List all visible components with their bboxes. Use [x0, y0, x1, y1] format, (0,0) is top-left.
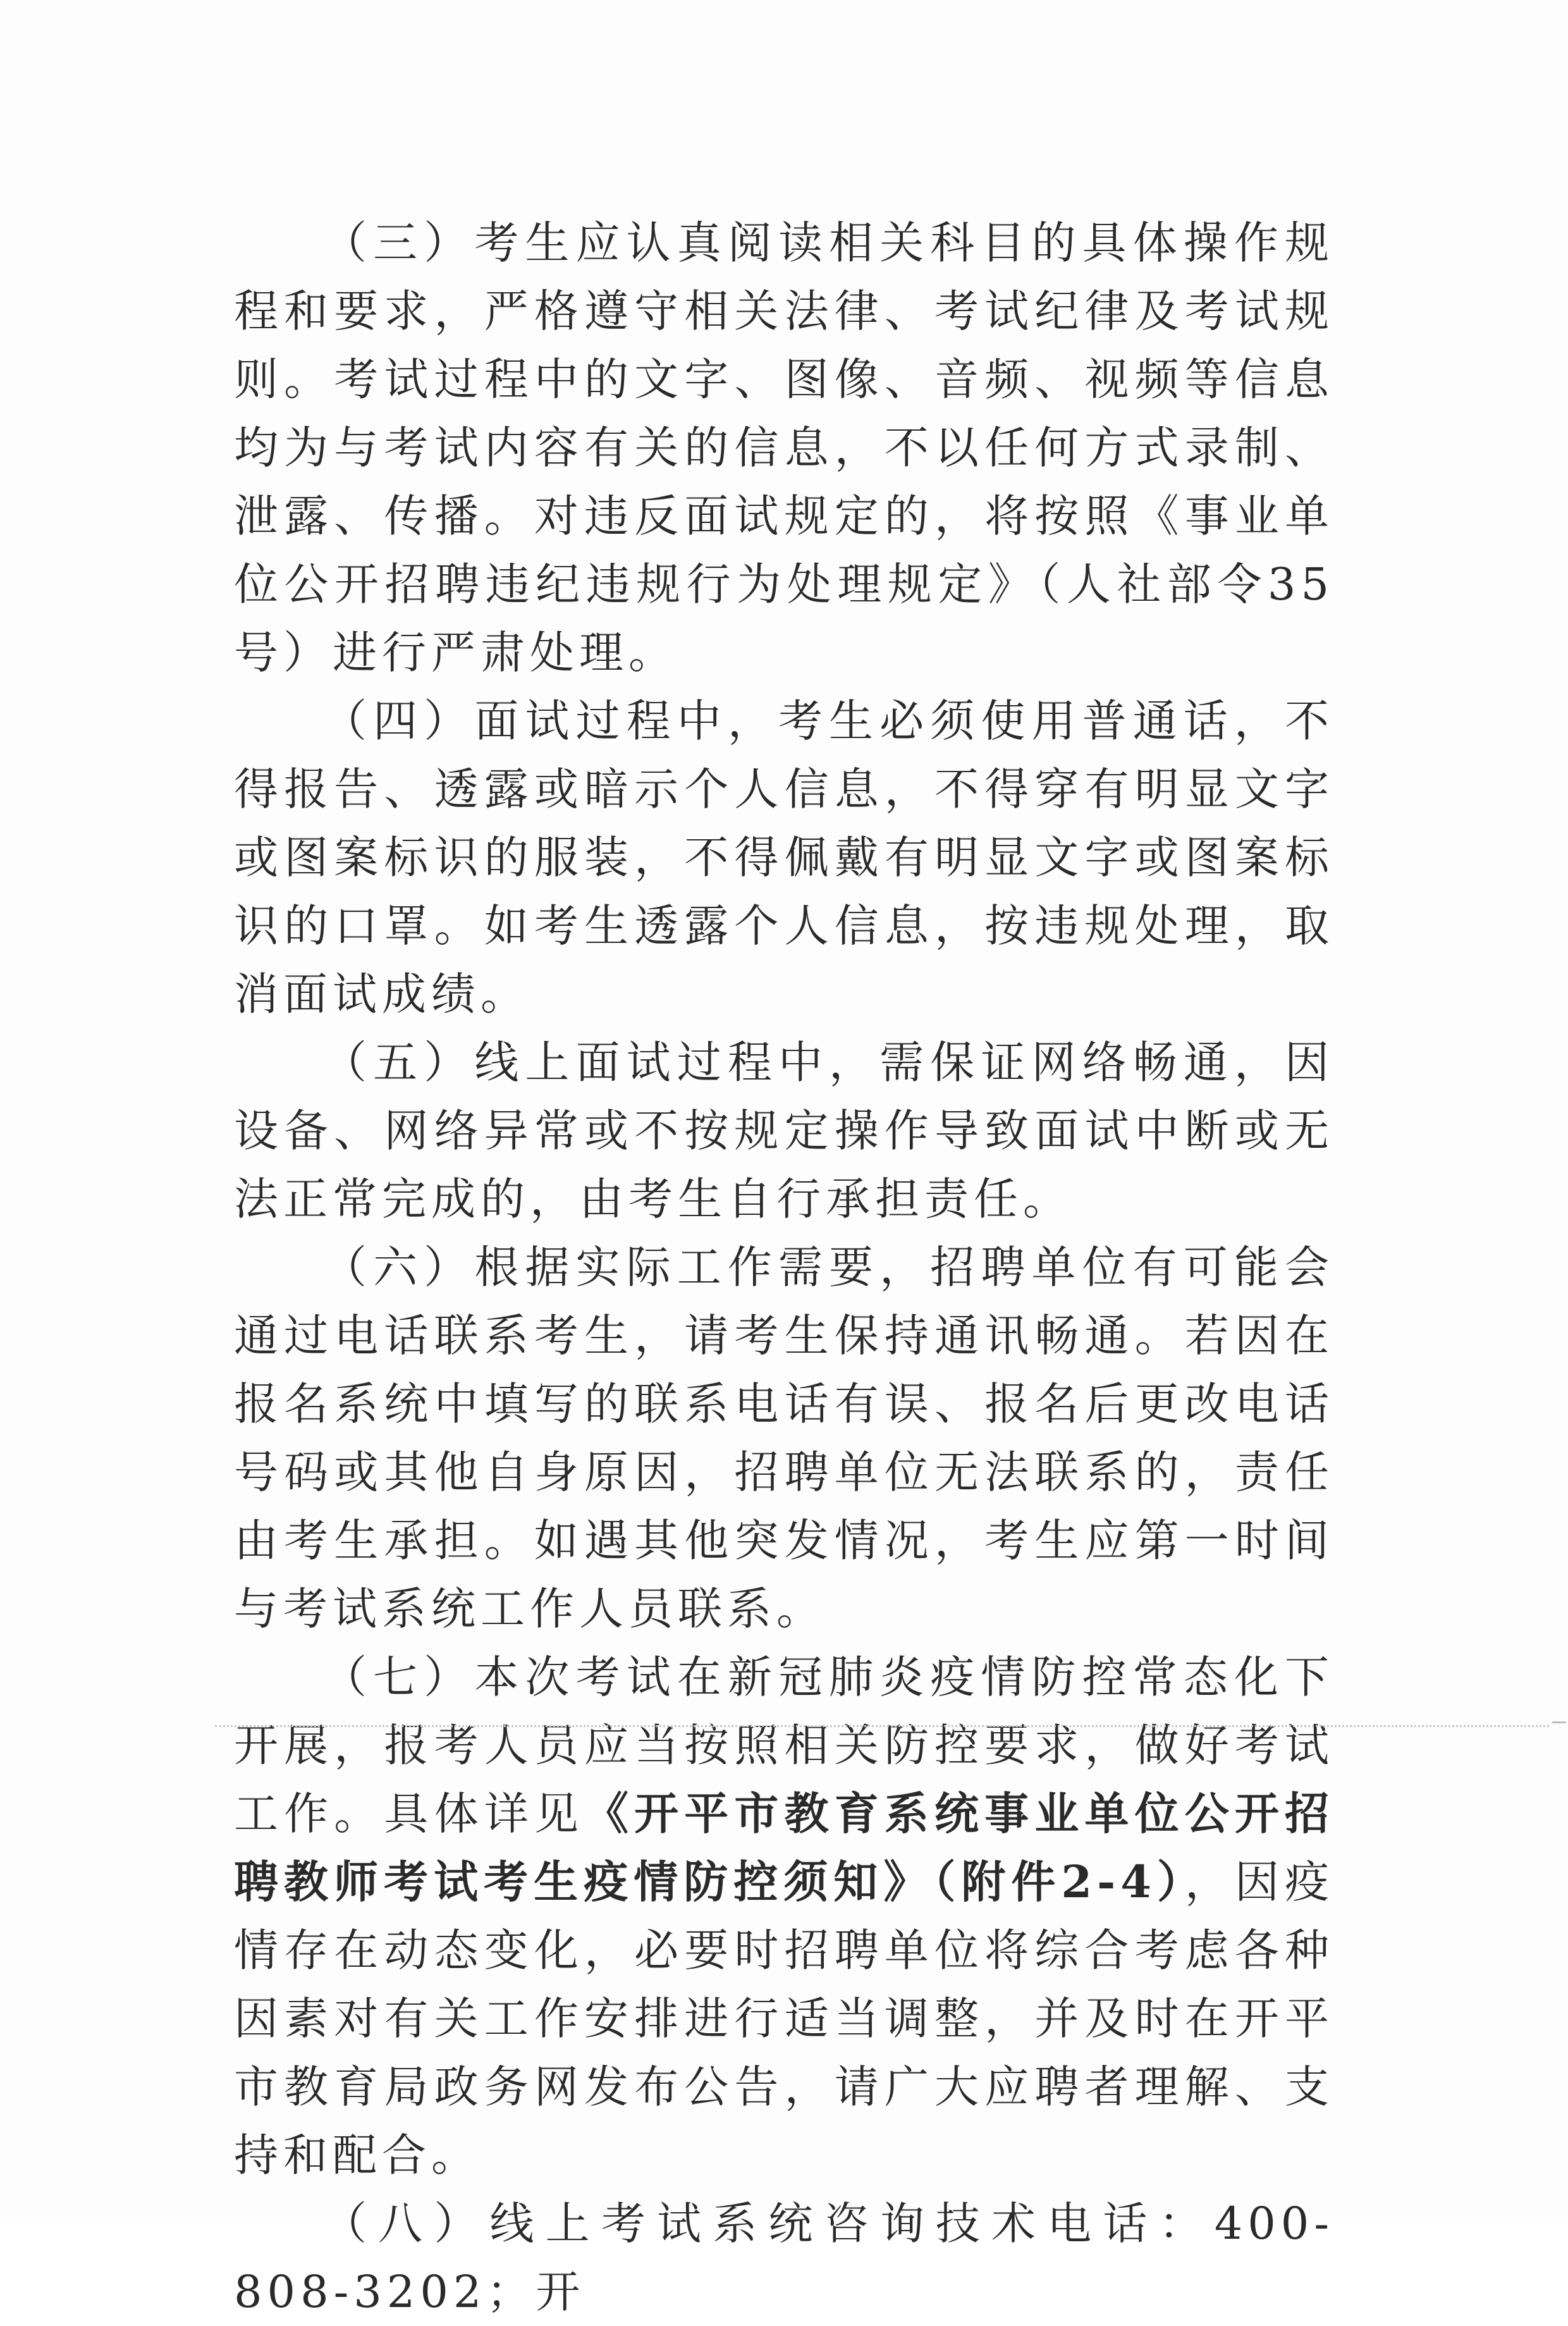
paragraph-4-text: （四）面试过程中，考生必须使用普通话，不得报告、透露或暗示个人信息，不得穿有明显文字或图案标识的服装，不得佩戴有明显文字或图案标识的口罩。如考生透露个人信息，按违规处理，取消面试成绩。	[234, 695, 1334, 1020]
scan-artifact-mark	[1552, 1721, 1566, 1723]
paragraph-3-text: （三）考生应认真阅读相关科目的具体操作规程和要求，严格遵守相关法律、考试纪律及考试规则。考试过程中的文字、图像、音频、视频等信息均为与考试内容有关的信息，不以任何方式录制、泄露、传播。对违反面试规定的，将按照《事业单位公开招聘违纪违规行为处理规定》（人社部令35号）进行严肃处理。	[234, 217, 1334, 679]
paragraph-4	[234, 687, 1334, 1028]
paragraph-7-text-start: （七）本次考试在新冠肺炎疫情防控常态化下开展，报考人员应当按照相关防控要求，做好考试工作。具体详见	[234, 1651, 1334, 1840]
paragraph-6-text: （六）根据实际工作需要，招聘单位有可能会通过电话联系考生，请考生保持通讯畅通。若因在报名系统中填写的联系电话有误、报名后更改电话号码或其他自身原因，招聘单位无法联系的，责任由考生承担。如遇其他突发情况，考生应第一时间与考试系统工作人员联系。	[234, 1241, 1334, 1635]
paragraph-8	[234, 2189, 1334, 2326]
document-body	[234, 209, 1334, 2326]
epidemic-notice-reference: 《开平市教育系统事业单位公开招聘教师考试考生疫情防控须知》（附件2-4）	[234, 1787, 1334, 1908]
paragraph-6	[234, 1233, 1334, 1643]
paragraph-8-text: （八）线上考试系统咨询技术电话：400-808-3202；开	[234, 2198, 1334, 2318]
paragraph-5	[234, 1028, 1334, 1233]
scan-artifact-line	[215, 1725, 1549, 1727]
paragraph-3	[234, 209, 1334, 687]
paragraph-5-text: （五）线上面试过程中，需保证网络畅通，因设备、网络异常或不按规定操作导致面试中断或无法正常完成的，由考生自行承担责任。	[234, 1037, 1334, 1225]
paragraph-7-text-end: ，因疫情存在动态变化，必要时招聘单位将综合考虑各种因素对有关工作安排进行适当调整，并及时在开平市教育局政务网发布公告，请广大应聘者理解、支持和配合。	[234, 1856, 1335, 2181]
